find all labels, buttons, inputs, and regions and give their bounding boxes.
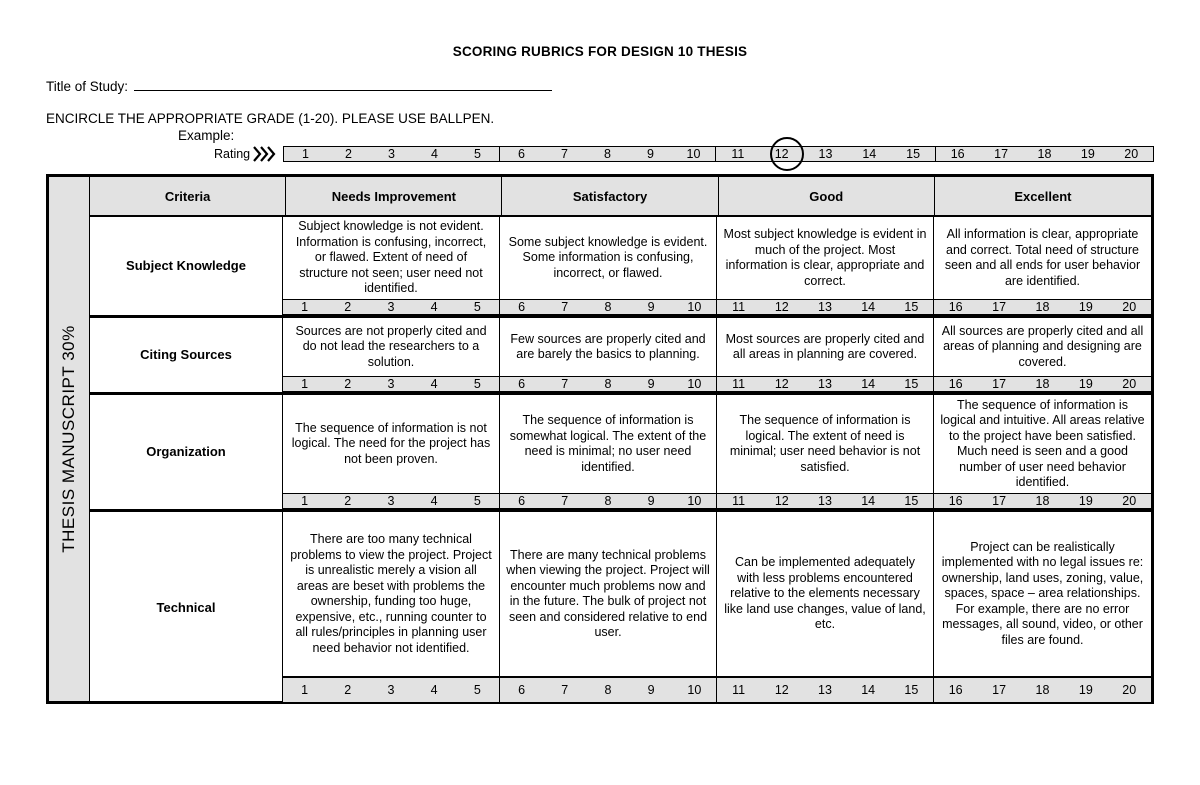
grade-option[interactable]: 15 xyxy=(904,377,919,391)
grade-option[interactable]: 9 xyxy=(647,683,655,697)
grade-option[interactable]: 6 xyxy=(518,494,526,508)
grade-option[interactable]: 20 xyxy=(1122,377,1137,391)
rubric-table xyxy=(46,174,1154,704)
grade-option[interactable]: 15 xyxy=(904,683,919,697)
level-text: Most subject knowledge is evident in much of the project. Most information is clear, appropriate and correct. xyxy=(717,217,934,299)
grade-option[interactable]: 11 xyxy=(732,300,746,314)
example-scale-group xyxy=(283,146,500,162)
scale-number: 11 xyxy=(731,147,745,161)
grade-option[interactable]: 17 xyxy=(992,494,1007,508)
level-text: There are many technical problems when viewing the project. Project will encounter much problems now and in the future. The bulk of project not seen and considered relative to end user. xyxy=(500,512,717,676)
rubric-row xyxy=(90,512,1151,703)
grade-option[interactable]: 12 xyxy=(774,683,789,697)
level-text: Can be implemented adequately with less problems encountered relative to the elements necessary like land use changes, value of land, etc. xyxy=(717,512,934,676)
grade-option[interactable]: 12 xyxy=(774,377,789,391)
criteria-citing-sources: Citing Sources xyxy=(90,318,283,392)
scale-number: 15 xyxy=(906,147,921,161)
rubric-row xyxy=(90,217,1151,318)
grade-option[interactable]: 16 xyxy=(948,300,963,314)
grade-option[interactable]: 12 xyxy=(774,300,789,314)
scale-number: 13 xyxy=(818,147,833,161)
study-title-line[interactable] xyxy=(134,80,552,91)
grade-option[interactable]: 17 xyxy=(992,300,1007,314)
grade-option[interactable]: 2 xyxy=(344,683,352,697)
grade-option[interactable]: 18 xyxy=(1035,494,1050,508)
header-good: Good xyxy=(719,177,935,217)
grade-option[interactable]: 4 xyxy=(430,300,438,314)
grade-option[interactable]: 20 xyxy=(1122,494,1137,508)
scale-number: 6 xyxy=(518,147,525,161)
grade-option[interactable]: 10 xyxy=(687,377,702,391)
scale-number: 4 xyxy=(431,147,438,161)
scale-number: 18 xyxy=(1037,147,1052,161)
level-text: Sources are not properly cited and do not lead the researchers to a solution. xyxy=(283,318,500,376)
grade-option[interactable]: 4 xyxy=(430,683,438,697)
criteria-organization: Organization xyxy=(90,395,283,509)
grade-option[interactable]: 6 xyxy=(518,683,526,697)
grade-option[interactable]: 2 xyxy=(344,300,352,314)
scale-number: 16 xyxy=(950,147,965,161)
grade-option[interactable]: 8 xyxy=(604,300,612,314)
scale-number: 3 xyxy=(388,147,395,161)
grade-option[interactable]: 5 xyxy=(473,494,481,508)
grade-option[interactable]: 10 xyxy=(687,300,702,314)
grade-option[interactable]: 19 xyxy=(1078,377,1093,391)
level-text: The sequence of information is not logical. The need for the project has not been proven. xyxy=(283,395,500,493)
grade-scale[interactable] xyxy=(283,299,1151,315)
level-text: All sources are properly cited and all areas of planning and designing are covered. xyxy=(941,323,1144,369)
level-text: Most sources are properly cited and all areas in planning are covered. xyxy=(717,318,934,376)
grade-option[interactable]: 17 xyxy=(992,683,1007,697)
grade-option[interactable]: 7 xyxy=(561,494,569,508)
grade-scale[interactable] xyxy=(283,376,1151,392)
grade-option[interactable]: 9 xyxy=(647,494,655,508)
instruction-text: ENCIRCLE THE APPROPRIATE GRADE (1-20). PLEASE USE BALLPEN. xyxy=(46,111,495,126)
rating-label: Rating xyxy=(214,147,251,161)
example-scale-group xyxy=(936,146,1154,162)
grade-option[interactable]: 16 xyxy=(948,494,963,508)
grade-option[interactable]: 19 xyxy=(1078,494,1093,508)
scale-number: 9 xyxy=(647,147,654,161)
criteria-subject-knowledge: Subject Knowledge xyxy=(90,217,283,315)
grade-scale[interactable] xyxy=(283,493,1151,509)
grade-option[interactable]: 5 xyxy=(473,377,481,391)
grade-option[interactable]: 10 xyxy=(687,494,702,508)
example-scale-group xyxy=(500,146,716,162)
grade-option[interactable]: 1 xyxy=(301,377,309,391)
example-label: Example: xyxy=(178,128,235,143)
study-title-label: Title of Study: xyxy=(46,79,129,94)
grade-option[interactable]: 12 xyxy=(774,494,789,508)
grade-option[interactable]: 9 xyxy=(647,300,655,314)
grade-option[interactable]: 7 xyxy=(561,300,569,314)
grade-option[interactable]: 15 xyxy=(904,494,919,508)
chevron-arrows-icon xyxy=(253,146,279,167)
level-text: The sequence of information is logical. The extent of need is minimal; user need behavior is not satisfied. xyxy=(717,395,934,493)
grade-option[interactable]: 4 xyxy=(430,377,438,391)
grade-option[interactable]: 3 xyxy=(387,377,395,391)
level-text: The sequence of information is somewhat logical. The extent of the need is minimal; no user need identified. xyxy=(500,395,717,493)
section-label: THESIS MANUSCRIPT 30% xyxy=(59,325,78,553)
grade-option[interactable]: 18 xyxy=(1035,683,1050,697)
example-scale-group xyxy=(716,146,936,162)
level-text: Some subject knowledge is evident. Some information is confusing, incorrect, or flawed. xyxy=(500,217,717,299)
grade-option[interactable]: 16 xyxy=(948,377,963,391)
grade-option[interactable]: 1 xyxy=(301,300,309,314)
grade-option[interactable]: 11 xyxy=(732,494,746,508)
grade-option[interactable]: 3 xyxy=(387,300,395,314)
grade-option[interactable]: 19 xyxy=(1078,300,1093,314)
grade-option[interactable]: 10 xyxy=(687,683,702,697)
rubric-row xyxy=(90,395,1151,512)
grade-option[interactable]: 15 xyxy=(904,300,919,314)
grade-option[interactable]: 16 xyxy=(948,683,963,697)
grade-option[interactable]: 3 xyxy=(387,683,395,697)
grade-option[interactable]: 20 xyxy=(1122,683,1137,697)
level-text: Project can be realistically implemented with no legal issues re: ownership, land uses, zoning, value, spaces, space – area relationships. For example, there are no error messages, all sound, video, or other files are found. xyxy=(941,539,1144,647)
grade-option[interactable]: 8 xyxy=(604,494,612,508)
grade-option[interactable]: 8 xyxy=(604,683,612,697)
grade-option[interactable]: 7 xyxy=(561,377,569,391)
grade-option[interactable]: 11 xyxy=(732,683,746,697)
grade-option[interactable]: 1 xyxy=(301,494,309,508)
grade-option[interactable]: 18 xyxy=(1035,300,1050,314)
grade-option[interactable]: 3 xyxy=(387,494,395,508)
grade-option[interactable]: 13 xyxy=(818,494,832,508)
scale-number-circled: 12 xyxy=(774,147,789,161)
grade-option[interactable]: 9 xyxy=(647,377,655,391)
grade-option[interactable]: 14 xyxy=(861,494,876,508)
header-needs-improvement: Needs Improvement xyxy=(286,177,502,217)
grade-option[interactable]: 6 xyxy=(518,300,526,314)
grade-option[interactable]: 13 xyxy=(818,300,832,314)
grade-option[interactable]: 8 xyxy=(604,377,612,391)
grade-option[interactable]: 14 xyxy=(861,300,876,314)
scale-number: 1 xyxy=(302,147,309,161)
grade-option[interactable]: 5 xyxy=(473,683,481,697)
example-rating-scale xyxy=(283,146,1154,162)
scale-number: 7 xyxy=(561,147,568,161)
grade-option[interactable]: 13 xyxy=(818,683,832,697)
header-row xyxy=(90,177,1151,217)
page-title: SCORING RUBRICS FOR DESIGN 10 THESIS xyxy=(452,44,748,59)
grade-option[interactable]: 2 xyxy=(344,494,352,508)
header-criteria: Criteria xyxy=(90,177,286,217)
scale-number: 8 xyxy=(604,147,611,161)
grade-option[interactable]: 20 xyxy=(1122,300,1137,314)
scale-number: 2 xyxy=(345,147,352,161)
level-text: There are too many technical problems to view the project. Project is unrealistic merely a vision all areas are beset with problems the ownership, funding too huge, expensive, etc., running counter to all rules/principles in planning user need behavior not identified. xyxy=(283,512,500,676)
header-excellent: Excellent xyxy=(935,177,1151,217)
level-text: Subject knowledge is not evident. Information is confusing, incorrect, or flawed. Extent of need of structure not seen; user need not identified. xyxy=(283,217,500,299)
scale-number: 19 xyxy=(1080,147,1095,161)
grade-option[interactable]: 2 xyxy=(344,377,352,391)
study-title-field[interactable] xyxy=(46,79,552,94)
grade-option[interactable]: 5 xyxy=(473,300,481,314)
scale-number: 17 xyxy=(994,147,1009,161)
grade-option[interactable]: 18 xyxy=(1035,377,1050,391)
grade-option[interactable]: 7 xyxy=(561,683,569,697)
grade-option[interactable]: 19 xyxy=(1078,683,1093,697)
grade-option[interactable]: 6 xyxy=(518,377,526,391)
rubric-grid xyxy=(90,177,1151,703)
grade-scale[interactable] xyxy=(283,676,1151,703)
header-satisfactory: Satisfactory xyxy=(502,177,718,217)
grade-option[interactable]: 17 xyxy=(992,377,1007,391)
scale-number: 20 xyxy=(1124,147,1139,161)
scale-number: 14 xyxy=(862,147,877,161)
grade-option[interactable]: 14 xyxy=(861,377,876,391)
level-text: The sequence of information is logical and intuitive. All areas relative to the project have been satisfied. Much need is seen and a good number of user need behavior identified. xyxy=(940,397,1145,489)
grade-option[interactable]: 1 xyxy=(301,683,309,697)
grade-option[interactable]: 13 xyxy=(818,377,832,391)
scale-number: 10 xyxy=(686,147,701,161)
rubric-row xyxy=(90,318,1151,395)
example-circle-mark xyxy=(770,137,804,171)
grade-option[interactable]: 11 xyxy=(732,377,746,391)
section-bar xyxy=(49,177,90,701)
grade-option[interactable]: 4 xyxy=(430,494,438,508)
level-text: Few sources are properly cited and are barely the basics to planning. xyxy=(500,318,717,376)
scale-number: 5 xyxy=(474,147,481,161)
grade-option[interactable]: 14 xyxy=(861,683,876,697)
level-text: All information is clear, appropriate and correct. Total need of structure seen and all ends for user behavior are identified. xyxy=(944,227,1141,288)
criteria-technical: Technical xyxy=(90,512,283,703)
